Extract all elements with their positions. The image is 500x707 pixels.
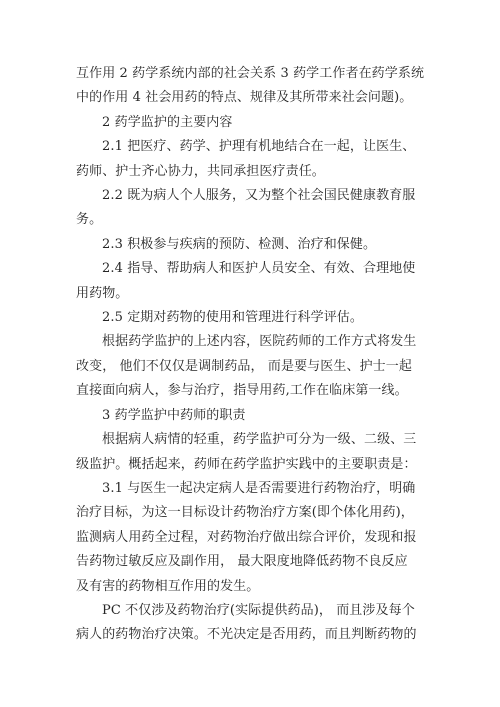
text-line: 药师、护士齐心协力，共同承担医疗责任。 — [76, 163, 325, 179]
text-line: 2.3 积极参与疾病的预防、检测、治疗和保健。 — [102, 236, 377, 252]
text-line: 务。 — [76, 212, 103, 228]
text-line: 告药物过敏反应及副作用， 最大限度地降低药物不良反应 — [76, 554, 408, 570]
text-line: PC 不仅涉及药物治疗(实际提供药品)， 而且涉及每个 — [102, 602, 415, 618]
text-line: 根据药学监护的上述内容，医院药师的工作方式将发生 — [102, 334, 417, 350]
text-line: 中的作用 4 社会用药的特点、规律及其所带来社会问题)。 — [76, 90, 413, 106]
text-line: 病人的药物治疗决策。不光决定是否用药，而且判断药物的 — [76, 627, 417, 643]
text-line: 2.4 指导、帮助病人和医护人员安全、有效、合理地使 — [102, 261, 416, 277]
text-line: 3.1 与医生一起决定病人是否需要进行药物治疗，明确 — [102, 480, 416, 496]
section-heading: 3 药学监护中药师的职责 — [102, 407, 246, 423]
text-line: 治疗目标，为这一目标设计药物治疗方案(即个体化用药)， — [76, 505, 414, 521]
section-heading: 2 药学监护的主要内容 — [102, 114, 233, 130]
text-line: 根据病人病情的轻重，药学监护可分为一级、二级、三 — [102, 432, 417, 448]
text-line: 及有害的药物相互作用的发生。 — [76, 578, 260, 594]
text-line: 2.1 把医疗、药学、护理有机地结合在一起，让医生、 — [102, 139, 416, 155]
text-line: 2.2 既为病人个人服务，又为整个社会国民健康教育服 — [102, 188, 416, 204]
text-line: 改变， 他们不仅仅是调制药品， 而是要与医生、护士一起 — [76, 358, 412, 374]
text-line: 用药物。 — [76, 285, 129, 301]
document-body — [76, 62, 432, 648]
text-line: 直接面向病人，参与治疗，指导用药,工作在临床第一线。 — [76, 383, 408, 399]
text-line: 互作用 2 药学系统内部的社会关系 3 药学工作者在药学系统 — [76, 66, 425, 81]
text-line: 级监护。概括起来，药师在药学监护实践中的主要职责是： — [76, 456, 417, 472]
text-line: 2.5 定期对药物的使用和管理进行科学评估。 — [102, 310, 364, 326]
text-line: 监测病人用药全过程，对药物治疗做出综合评价，发现和报 — [76, 529, 417, 545]
